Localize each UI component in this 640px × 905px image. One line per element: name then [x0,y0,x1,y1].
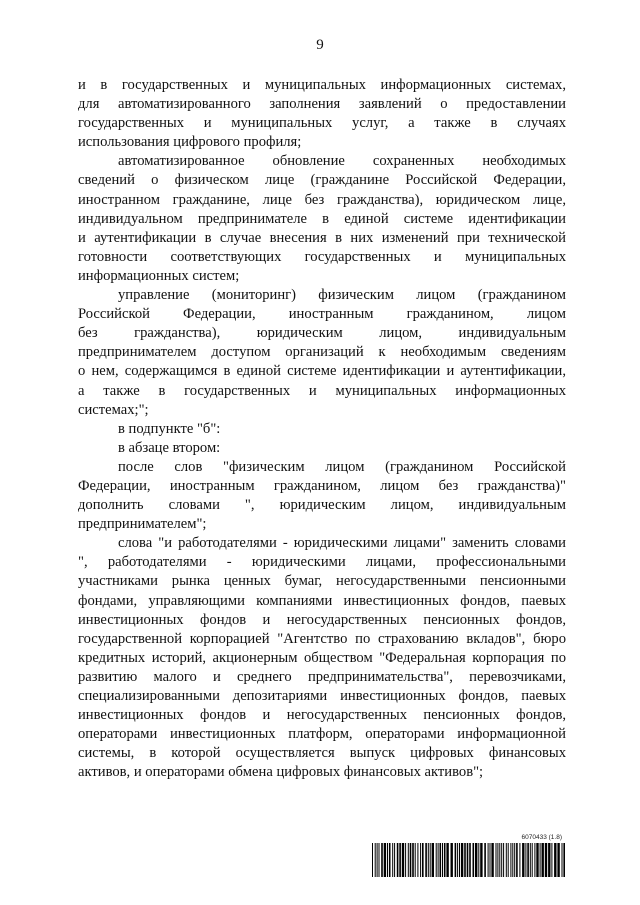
barcode-bar [527,843,529,877]
barcode-bar [451,843,453,877]
barcode-bar [467,843,469,877]
paragraph [78,76,566,152]
barcode-bar [490,843,491,877]
barcode-bar [497,843,498,877]
barcode-bar [548,843,550,877]
barcode-bar [444,843,446,877]
text-line: автоматизированное обновление сохраненных необходимых [118,153,566,170]
text-line: ", работодателями - юридическими лицами, профессиональными [78,554,566,571]
text-line: управление (мониторинг) физическим лицом (гражданином [118,287,566,304]
barcode-bar [432,843,434,877]
text-line: Федерации, иностранным гражданином, лицом без гражданства)" [78,477,566,494]
text-line: участниками рынка ценных бумаг, негосударственными пенсионными [78,573,566,590]
text-line: системы, в которой осуществляется выпуск цифровых финансовых [78,745,566,762]
text-line: иностранном гражданине, лице без гражданства), юридическом лице, [78,191,566,208]
text-line: активов, и операторами обмена цифровых финансовых активов"; [78,764,484,781]
barcode-bar [464,843,466,877]
text-line: информационных систем; [78,267,240,284]
text-line: слова "и работодателями - юридическими лицами" заменить словами [118,535,566,552]
barcode-bar [392,843,393,877]
paragraph [78,458,566,534]
barcode-bar [457,843,458,877]
barcode-bar [488,843,489,877]
barcode-bar [532,843,533,877]
barcode-bar [562,843,563,877]
paragraph [78,420,566,439]
text-line: кредитных историй, акционерным обществом "Федеральная корпорация по [78,649,566,666]
barcode-bar [422,843,424,877]
barcode-bar [399,843,401,877]
barcode-bar [534,843,535,877]
barcode-bar [405,843,406,877]
barcode-bar [397,843,399,877]
barcode-bar [557,843,559,877]
text-line: инвестиционных фондов и негосударственных пенсионных фондов, [78,611,566,628]
barcode-bar [394,843,395,877]
barcode-bar [408,843,409,877]
text-line: в абзаце втором: [118,439,221,456]
barcode-bar [446,843,448,877]
text-line: готовности соответствующих государственных и муниципальных [78,248,566,265]
paragraph [78,439,566,458]
text-line: после слов "физическим лицом (гражданином Российской [118,458,566,475]
barcode-bar [402,843,404,877]
text-line: специализированными депозитариями инвестиционных фондов, паевых [78,688,566,704]
barcode-bar [496,843,497,877]
barcode-bar [525,843,526,877]
barcode-bar [484,843,486,877]
text-line: а также в государственных и муниципальных информационных [78,382,566,399]
barcode-bar [503,843,504,877]
barcode-bar [469,843,471,877]
page-number: 9 [316,37,324,53]
barcode-bar [461,843,463,877]
barcode-bar [377,843,378,877]
barcode-bar [530,843,531,877]
barcode-bar [510,843,511,877]
barcode-bar [545,843,547,877]
barcode-image [372,843,568,877]
barcode-bar [417,843,418,877]
text-line: использования цифрового профиля; [78,134,302,151]
barcode-bar [554,843,556,877]
text-line: государственной корпорацией "Агентство по страхованию вкладов", бюро [78,630,566,647]
text-line: для автоматизированного заполнения заявлений о предоставлении [78,96,566,113]
barcode-bar [536,843,538,877]
text-line: и в государственных и муниципальных информационных системах, [78,77,566,93]
barcode-bar [430,843,431,877]
barcode-bar [412,843,414,877]
barcode-bar [387,843,388,877]
barcode-bar [514,843,515,877]
text-line: без гражданства), юридическим лицом, индивидуальным [78,325,566,342]
barcode-bar [516,843,518,877]
barcode-bar [478,843,479,877]
text-line: и аутентификации в случае внесения в них изменений при технической [78,229,566,246]
text-line: Российской Федерации, иностранным гражданином, лицом [78,306,566,323]
barcode-bar [455,843,457,877]
barcode-bar [372,843,373,877]
barcode-bar [389,843,391,877]
barcode-bar [522,843,524,877]
barcode-bar [415,843,416,877]
text-line: инвестиционных фондов и негосударственных пенсионных фондов, [78,707,566,724]
paragraph [78,286,566,420]
barcode-bar [540,843,541,877]
text-line: государственных и муниципальных услуг, а также в случаях [78,115,566,132]
barcode-bar [428,843,429,877]
barcode-bar [508,843,509,877]
text-line: индивидуальном предпринимателе в единой системе идентификации [78,210,566,227]
barcode-bar [519,843,520,877]
barcode-bar [440,843,442,877]
barcode-bar [459,843,460,877]
text-line: операторами инвестиционных платформ, операторами информационной [78,726,566,743]
barcode-bar [506,843,507,877]
barcode-bar [420,843,421,877]
barcode-bar [499,843,500,877]
barcode-bar [480,843,482,877]
paragraph [78,534,566,782]
text-line: дополнить словами ", юридическим лицом, индивидуальным [78,497,566,514]
barcode-bar [491,843,493,877]
barcode-bar [542,843,544,877]
barcode-bar [436,843,437,877]
barcode-area [372,834,568,880]
barcode-bar [475,843,477,877]
barcode-bar [563,843,565,877]
barcode-bar [379,843,380,877]
barcode-bar [384,843,386,877]
text-line: фондами, управляющими компаниями инвестиционных фондов, паевых [78,592,566,609]
barcode-code: 6070433 (1.8) [521,834,562,841]
barcode-bar [512,843,513,877]
barcode-bar [375,843,376,877]
barcode-bar [501,843,502,877]
text-line: системах;"; [78,401,149,418]
text-line: предпринимателем доступом организаций к необходимым сведениям [78,344,566,361]
barcode-bar [410,843,412,877]
barcode-bar [442,843,443,877]
barcode-bar [425,843,427,877]
text-line: о нем, содержащимся в единой системе идентификации и аутентификации, [78,363,566,380]
barcode-bar [438,843,439,877]
document-body [78,76,566,782]
barcode-bar [381,843,383,877]
barcode-bar [473,843,475,877]
text-line: развитию малого и среднего предпринимательства", перевозчиками, [78,668,566,685]
barcode-bar [551,843,552,877]
text-line: в подпункте "б": [118,420,221,437]
text-line: сведений о физическом лице (гражданине Российской Федерации, [78,172,566,189]
paragraph [78,152,566,286]
text-line: предпринимателем"; [78,516,207,533]
